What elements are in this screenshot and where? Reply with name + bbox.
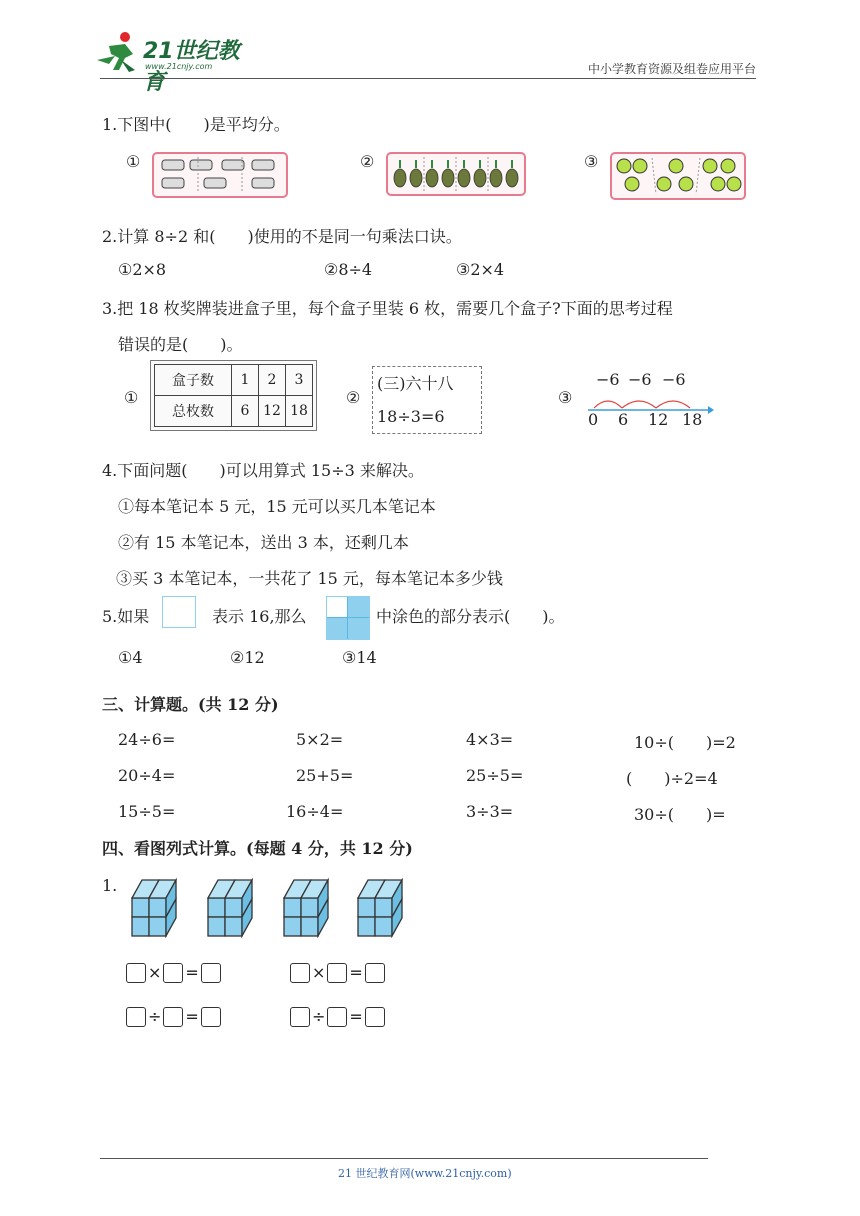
q2-option-2: ②8÷4 xyxy=(324,260,373,279)
q5-stem-a: 5.如果 xyxy=(102,607,150,626)
calc-item: ( )÷2=4 xyxy=(626,769,718,788)
q3-table xyxy=(154,364,313,427)
tick-label: 12 xyxy=(648,410,669,429)
answer-box[interactable] xyxy=(201,1007,221,1027)
tick-label: 6 xyxy=(618,410,629,429)
calc-item: 10÷( )=2 xyxy=(634,733,736,752)
option-label: ② xyxy=(360,152,375,171)
option-label: ③ xyxy=(584,152,599,171)
q3-option-1-label: ① xyxy=(124,388,139,407)
q2-option-3: ③2×4 xyxy=(456,260,505,279)
calc-item: 4×3= xyxy=(466,730,514,749)
times-sign: × xyxy=(148,963,162,982)
q3-stem-line1: 3.把 18 枚奖牌装进盒子里，每个盒子里装 6 枚，需要几个盒子?下面的思考过程 xyxy=(102,299,673,318)
answer-box[interactable] xyxy=(163,1007,183,1027)
calc-item: 15÷5= xyxy=(118,802,176,821)
calc-item: 20÷4= xyxy=(118,766,176,785)
equals-sign: = xyxy=(349,1007,363,1026)
divide-sign: ÷ xyxy=(312,1007,326,1026)
calc-item: 25+5= xyxy=(296,766,354,785)
section3-title: 三、计算题。(共 12 分) xyxy=(102,695,279,714)
jump-label: −6 xyxy=(628,370,652,389)
calc-item: 3÷3= xyxy=(466,802,514,821)
answer-box[interactable] xyxy=(365,1007,385,1027)
q5-option-2: ②12 xyxy=(230,648,265,667)
table-cell: 12 xyxy=(259,396,286,427)
q1-option-1 xyxy=(126,152,140,171)
equals-sign: = xyxy=(185,963,199,982)
q3-multiplication-box xyxy=(372,366,482,434)
equation-multiply-2 xyxy=(290,962,385,983)
answer-box[interactable] xyxy=(126,1007,146,1027)
smileys-picture xyxy=(610,152,746,200)
cube-stack xyxy=(132,880,176,936)
q1-option-2 xyxy=(360,152,374,171)
q4-option-3: ③买 3 本笔记本，一共花了 15 元，每本笔记本多少钱 xyxy=(116,569,503,588)
q5-stem-c: 中涂色的部分表示( )。 xyxy=(376,607,565,626)
header-divider xyxy=(100,78,756,79)
q3-number-line xyxy=(584,370,714,430)
rhyme-text: (三)六十八 xyxy=(377,374,454,393)
answer-box[interactable] xyxy=(126,963,146,983)
q5-stem-b: 表示 16,那么 xyxy=(212,607,307,626)
equals-sign: = xyxy=(185,1007,199,1026)
table-cell: 1 xyxy=(232,365,259,396)
answer-box[interactable] xyxy=(290,963,310,983)
divide-sign: ÷ xyxy=(148,1007,162,1026)
section4-title: 四、看图列式计算。(每题 4 分，共 12 分) xyxy=(102,839,413,858)
q4-option-2: ②有 15 本笔记本，送出 3 本，还剩几本 xyxy=(118,533,409,552)
equation-multiply-1 xyxy=(126,962,221,983)
q2-stem: 2.计算 8÷2 和( )使用的不是同一句乘法口诀。 xyxy=(102,227,462,246)
option-label: ① xyxy=(126,152,141,171)
tick-label: 0 xyxy=(588,410,599,429)
table-cell: 6 xyxy=(232,396,259,427)
runner-logo-icon xyxy=(95,30,143,74)
section4-question-number: 1. xyxy=(102,876,118,895)
q5-option-1: ①4 xyxy=(118,648,143,667)
jump-label: −6 xyxy=(596,370,620,389)
calc-item: 16÷4= xyxy=(286,802,344,821)
q1-stem: 1.下图中( )是平均分。 xyxy=(102,115,290,134)
cars-picture xyxy=(152,152,288,198)
q4-option-1: ①每本笔记本 5 元，15 元可以买几本笔记本 xyxy=(118,497,436,516)
answer-box[interactable] xyxy=(365,963,385,983)
cube-groups xyxy=(130,876,420,938)
header-logo xyxy=(95,30,260,95)
answer-box[interactable] xyxy=(163,963,183,983)
equation-divide-2 xyxy=(290,1006,385,1027)
answer-box[interactable] xyxy=(201,963,221,983)
calc-item: 24÷6= xyxy=(118,730,176,749)
q3-table-option xyxy=(150,360,317,431)
answer-box[interactable] xyxy=(290,1007,310,1027)
jump-label: −6 xyxy=(662,370,686,389)
division-text: 18÷3=6 xyxy=(377,407,445,426)
q5-option-3: ③14 xyxy=(342,648,377,667)
pineapples-picture xyxy=(386,152,526,196)
q3-stem-line2: 错误的是( )。 xyxy=(118,335,243,354)
shaded-square xyxy=(326,596,370,640)
table-cell: 3 xyxy=(286,365,313,396)
answer-box[interactable] xyxy=(327,963,347,983)
q1-option-3 xyxy=(584,152,598,171)
footer-text[interactable]: 21 世纪教育网(www.21cnjy.com) xyxy=(338,1167,512,1180)
empty-square xyxy=(162,596,196,628)
q2-option-1: ①2×8 xyxy=(118,260,167,279)
logo-url: www.21cnjy.com xyxy=(145,62,213,71)
q4-stem: 4.下面问题( )可以用算式 15÷3 来解决。 xyxy=(102,461,424,480)
cube-stack xyxy=(358,880,402,936)
table-cell: 盒子数 xyxy=(155,365,232,396)
calc-item: 30÷( )= xyxy=(634,805,726,824)
calc-item: 25÷5= xyxy=(466,766,524,785)
times-sign: × xyxy=(312,963,326,982)
calc-item: 5×2= xyxy=(296,730,344,749)
table-cell: 总枚数 xyxy=(155,396,232,427)
equals-sign: = xyxy=(349,963,363,982)
tick-label: 18 xyxy=(682,410,703,429)
q3-option-3-label: ③ xyxy=(558,388,573,407)
cube-stack xyxy=(284,880,328,936)
logo-text: 21世纪教育 xyxy=(143,39,240,95)
equation-divide-1 xyxy=(126,1006,221,1027)
table-cell: 2 xyxy=(259,365,286,396)
answer-box[interactable] xyxy=(327,1007,347,1027)
header-right-text: 中小学教育资源及组卷应用平台 xyxy=(587,62,756,76)
table-cell: 18 xyxy=(286,396,313,427)
q3-option-2-label: ② xyxy=(346,388,361,407)
cube-stack xyxy=(208,880,252,936)
footer-divider xyxy=(100,1158,708,1159)
